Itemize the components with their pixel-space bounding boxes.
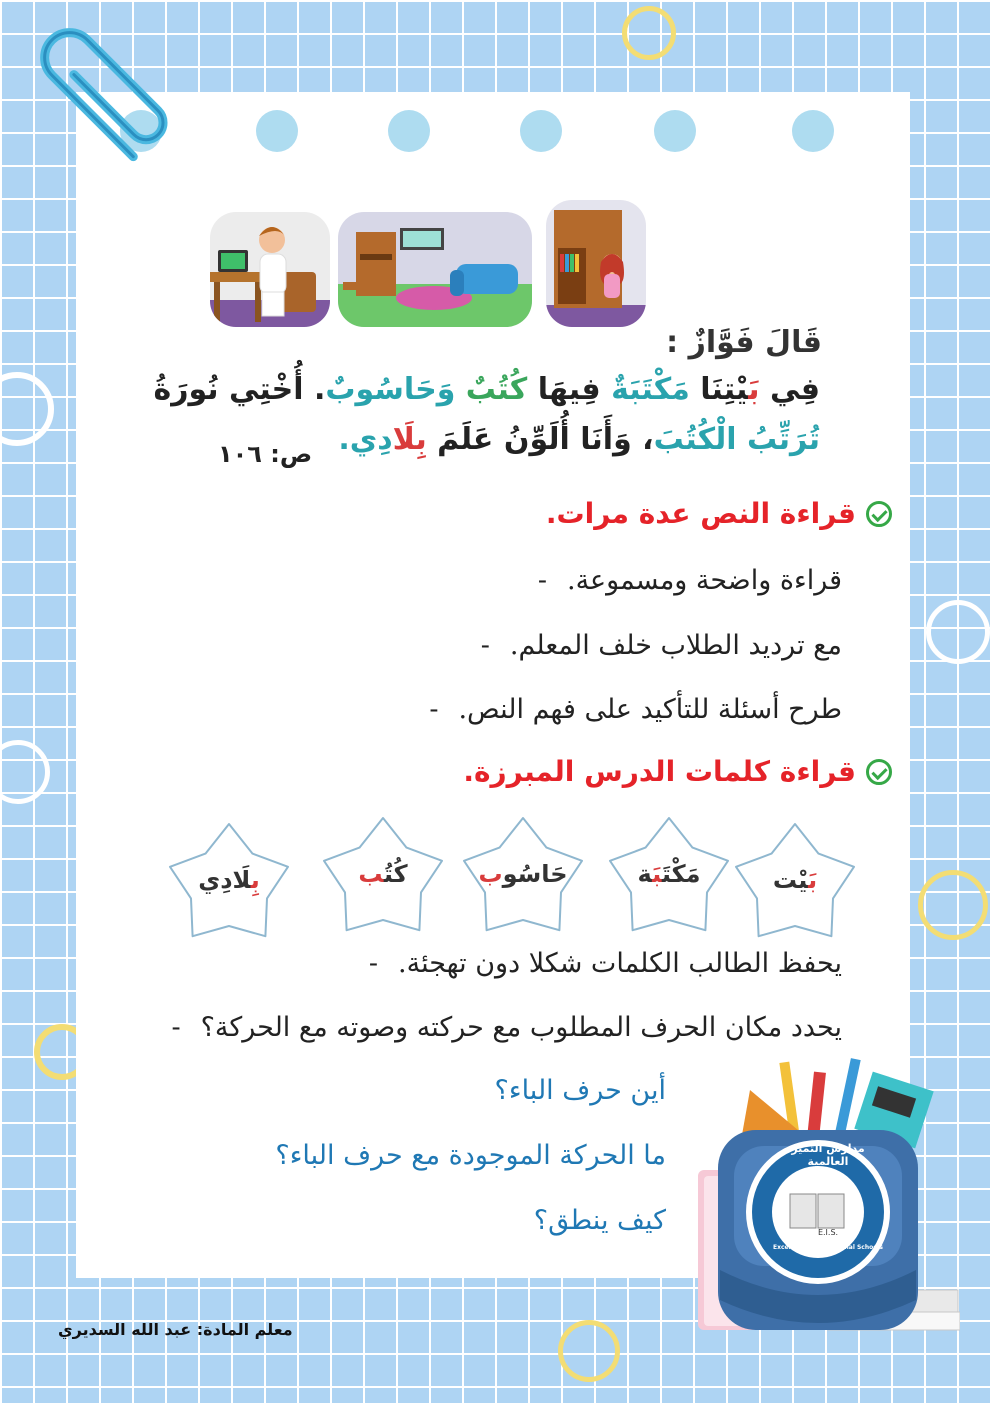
story-segment: بَ [748,372,760,407]
list-item [538,565,842,596]
section-title: قراءة النص عدة مرات. [545,497,856,530]
story-line-1 [154,372,820,407]
section-read-text [546,497,892,530]
question-3: كيف ينطق؟ [533,1205,666,1236]
school-logo-name: مدارس التميز العالمية [791,1142,865,1168]
bullet-text: يحدد مكان الحرف المطلوب مع حركته وصوته مع الحركة؟ [200,1012,842,1043]
star-word-part: بَ [808,866,818,894]
bullet-dash: - [429,694,439,725]
story-segment: وَحَاسُوبٌ [325,372,466,407]
paperclip-icon [20,8,190,178]
check-circle-icon [866,759,892,785]
story-segment: ادِي. [338,422,393,457]
star-word [164,866,294,894]
binder-dot [520,110,562,152]
decor-ring-right-2 [918,870,988,940]
binder-dot [792,110,834,152]
bullet-dash: - [480,630,490,661]
story-segment: تُرَتِّبُ الْكُتُبَ [653,422,820,457]
star-word [318,860,448,888]
star-word-part: كُتُ [383,860,408,888]
star-word [458,860,588,888]
bullet-text: مع ترديد الطلاب خلف المعلم. [509,630,842,661]
question-1: أين حرف الباء؟ [494,1075,666,1106]
decor-ring-left-1 [0,372,54,446]
story-segment: ، وَأَنَا أُلَوِّنُ عَلَمَ [426,422,654,457]
decor-ring-top [622,6,676,60]
story-heading: قَالَ فَوَّازٌ : [666,325,822,360]
word-star-card [730,818,860,946]
school-logo-english: Excellence International Schools [772,1244,884,1251]
teacher-name: معلم المادة: عبد الله السديري [58,1320,293,1339]
word-star-card [458,812,588,940]
bullet-dash: - [171,1012,181,1043]
decor-ring-left-2 [0,740,50,804]
word-star-card [318,812,448,940]
star-word-part: ب [358,860,384,888]
story-segment: فِي [759,372,820,407]
list-item [429,694,842,725]
list-item [369,948,842,979]
illustration-girl-library [546,200,646,327]
binder-dot [388,110,430,152]
list-item [171,1012,842,1043]
story-segment: . أُخْتِي نُورَةُ [153,372,326,407]
star-word-part: حَاسُو [502,860,568,888]
bullet-text: طرح أسئلة للتأكيد على فهم النص. [458,694,842,725]
section-title: قراءة كلمات الدرس المبرزة. [463,755,856,788]
school-logo-abbr: E.I.S. [817,1228,839,1237]
star-word [604,860,734,888]
bullet-text: يحفظ الطالب الكلمات شكلا دون تهجئة. [398,948,842,979]
story-segment: فِيهَا [527,372,612,407]
illustration-boy-at-computer [210,212,330,327]
binder-dot [654,110,696,152]
binder-dot [256,110,298,152]
story-segment: كُتُبٌ [465,372,528,407]
list-item [481,630,842,661]
star-word-part: مَكْتَ [661,860,701,888]
story-line-2 [338,422,820,457]
illustration-living-room [338,212,532,327]
story-segment: يْتِنَا [689,372,749,407]
decor-ring-right-1 [926,600,990,664]
star-word-part: ب [478,860,503,888]
question-2: ما الحركة الموجودة مع حرف الباء؟ [275,1140,666,1171]
page-reference: ص: ١٠٦ [218,440,313,468]
story-segment: بِلَ [392,422,427,457]
school-bag-icon [690,1050,960,1340]
star-word-part: ة [637,860,653,888]
star-word-part: بَ [652,860,662,888]
star-word [730,866,860,894]
star-word-part: يْت [772,866,809,894]
word-star-card [604,812,734,940]
bullet-dash: - [537,565,547,596]
bullet-dash: - [368,948,379,979]
word-star-card [164,818,294,946]
check-circle-icon [866,501,892,527]
story-segment: مَكْتَبَةٌ [611,372,690,407]
section-read-words [463,755,892,788]
star-word-part: لَادِي [198,866,251,894]
decor-ring-bottom [558,1320,620,1382]
bullet-text: قراءة واضحة ومسموعة. [567,565,842,596]
star-word-part: بِ [250,866,260,894]
